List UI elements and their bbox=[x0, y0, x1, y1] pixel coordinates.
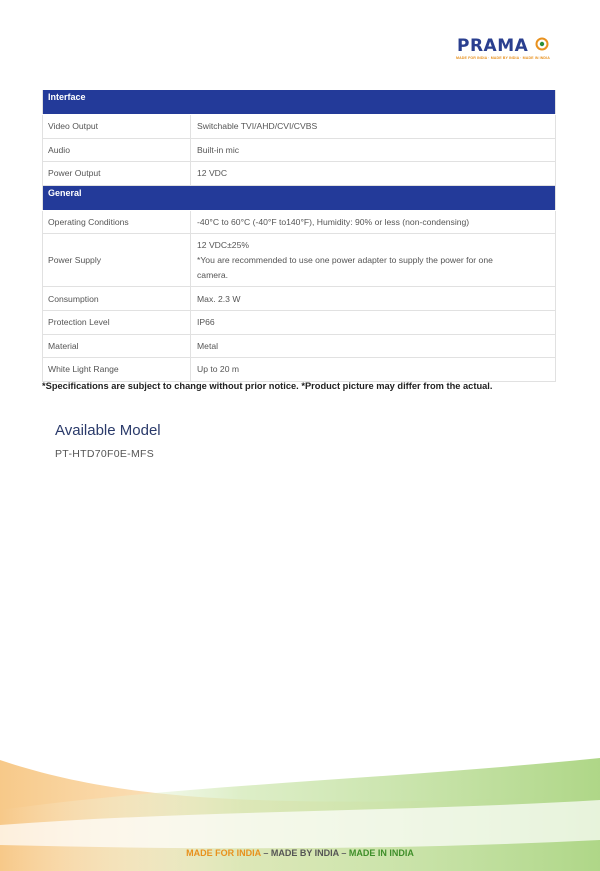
section-header-row bbox=[43, 185, 556, 210]
spec-row bbox=[43, 138, 556, 162]
spec-value: 12 VDC bbox=[191, 162, 556, 186]
spec-value: Switchable TVI/AHD/CVI/CVBS bbox=[191, 115, 556, 139]
spec-row bbox=[43, 162, 556, 186]
spec-value: -40°C to 60°C (-40°F to140°F), Humidity: 90% or less (non-condensing) bbox=[191, 210, 556, 234]
spec-value: Built-in mic bbox=[191, 138, 556, 162]
spec-label: White Light Range bbox=[43, 358, 191, 382]
spec-label: Material bbox=[43, 334, 191, 358]
brand-tagline: MADE FOR INDIA · MADE BY INDIA · MADE IN INDIA bbox=[456, 56, 550, 60]
spec-label: Video Output bbox=[43, 115, 191, 139]
spec-value: Max. 2.3 W bbox=[191, 287, 556, 311]
spec-value: Metal bbox=[191, 334, 556, 358]
spec-row bbox=[43, 358, 556, 382]
available-model-title: Available Model bbox=[55, 422, 161, 439]
footer-made-in-india: MADE IN INDIA bbox=[348, 848, 414, 858]
brand-name: PRAMA bbox=[457, 36, 529, 56]
disclaimer: *Specifications are subject to change without prior notice. *Product picture may differ from the actual. bbox=[42, 381, 493, 391]
spec-label: Protection Level bbox=[43, 310, 191, 334]
spec-label: Audio bbox=[43, 138, 191, 162]
spec-label: Power Supply bbox=[43, 234, 191, 287]
section-header-row bbox=[43, 90, 556, 115]
spec-label: Power Output bbox=[43, 162, 191, 186]
spec-value-line: camera. bbox=[197, 269, 229, 280]
spec-value: IP66 bbox=[191, 310, 556, 334]
spec-row bbox=[43, 115, 556, 139]
section-header: General bbox=[43, 185, 556, 210]
spec-value-line: 12 VDC±25% bbox=[197, 239, 250, 250]
spec-value bbox=[191, 234, 556, 287]
spec-label: Operating Conditions bbox=[43, 210, 191, 234]
footer-made-by-india: MADE BY INDIA bbox=[270, 848, 339, 858]
spec-table bbox=[42, 90, 556, 382]
brand-logo bbox=[455, 36, 555, 66]
footer-made-for-india: MADE FOR INDIA bbox=[186, 848, 261, 858]
footer-slogan bbox=[0, 848, 600, 858]
section-header: Interface bbox=[43, 90, 556, 115]
spec-row bbox=[43, 334, 556, 358]
footer-separator: – bbox=[338, 848, 349, 858]
spec-row bbox=[43, 287, 556, 311]
spec-row bbox=[43, 210, 556, 234]
spec-value: Up to 20 m bbox=[191, 358, 556, 382]
brand-mark-icon bbox=[535, 37, 549, 51]
spec-row bbox=[43, 234, 556, 287]
spec-label: Consumption bbox=[43, 287, 191, 311]
spec-value-line: *You are recommended to use one power adapter to supply the power for one bbox=[197, 254, 493, 265]
available-model-number: PT-HTD70F0E-MFS bbox=[55, 448, 155, 460]
spec-row bbox=[43, 310, 556, 334]
footer-separator: – bbox=[260, 848, 271, 858]
